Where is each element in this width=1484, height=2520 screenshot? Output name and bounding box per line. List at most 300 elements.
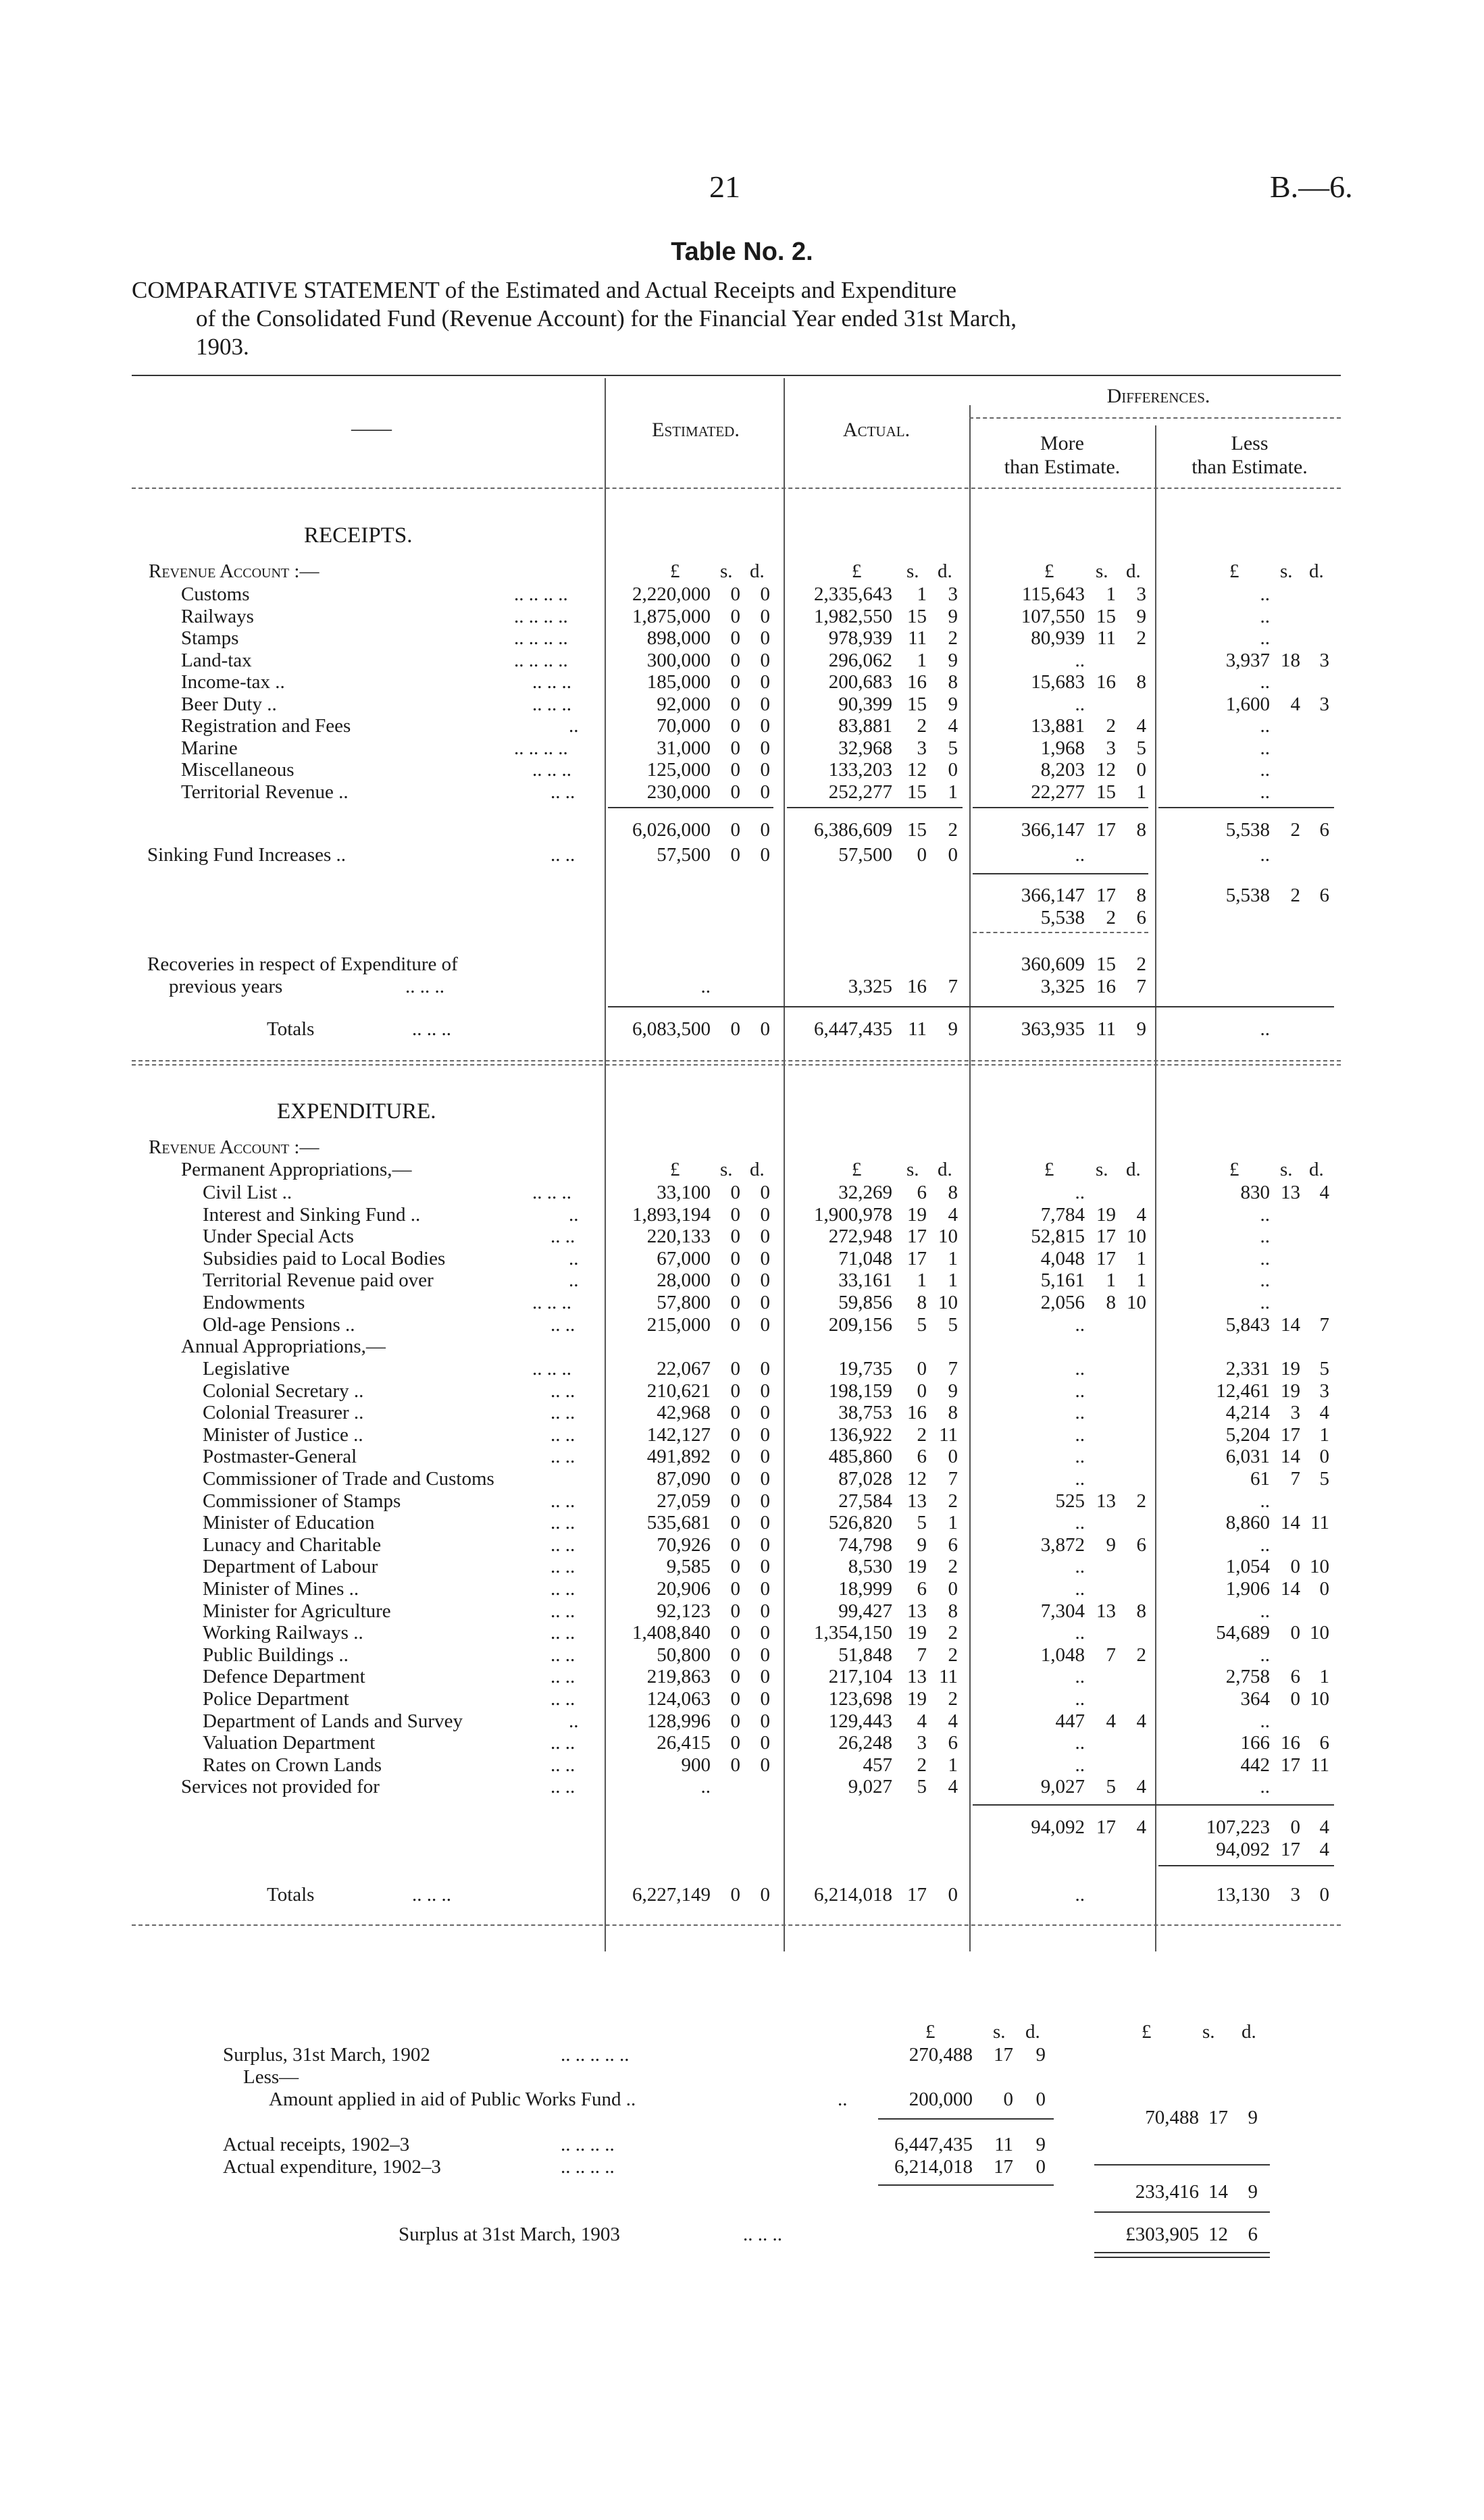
header-dash: —— [351,417,392,440]
exp-unit-d-more: d. [1126,1159,1141,1180]
exp-permanent-row-2-more-pounds: 52,815 [1031,1226,1085,1248]
summary-unit-s-2: s. [1202,2021,1215,2043]
receipt-row-5-less-pence: 3 [1319,693,1329,715]
receipt-row-2-more-shillings: 11 [1097,627,1116,649]
exp-annual-row-16-est-pounds: 128,996 [646,1710,711,1732]
receipt-row-9-label: Territorial Revenue .. [181,781,349,803]
exp-annual-row-16-act-pence: 4 [948,1710,958,1732]
exp-annual-row-10-less-shillings: 14 [1281,1578,1300,1600]
recoveries-more-2-more-pence: 7 [1136,976,1146,997]
exp-annual-row-12-est-shillings: 0 [730,1622,740,1644]
exp-permanent-row-0-act-pence: 8 [948,1182,958,1203]
statement-title-line-2: of the Consolidated Fund (Revenue Account) for the Financial Year ended 31st March, [196,305,1017,332]
receipt-row-2-label: Stamps [181,627,239,649]
exp-permanent-row-1-less-pounds: .. [1260,1203,1270,1226]
exp-annual-row-18-act-shillings: 2 [917,1754,927,1776]
exp-annual-row-7-est-pounds: 535,681 [646,1512,711,1534]
exp-annual-row-14-less-pence: 1 [1319,1666,1329,1688]
receipt-row-6-act-pounds: 83,881 [838,715,892,737]
exp-annual-row-1-less-shillings: 19 [1281,1380,1300,1402]
exp-totals-act-pounds: 6,214,018 [814,1884,892,1906]
exp-annual-row-8-act-shillings: 9 [917,1533,927,1556]
receipt-row-3-est-pounds: 300,000 [646,649,711,671]
recoveries-leader-dots: .. .. .. [405,976,444,997]
receipt-row-4-act-shillings: 16 [907,671,927,693]
exp-calc-less-2-less-pence: 4 [1319,1839,1329,1860]
exp-annual-row-0-label: Legislative [203,1358,290,1380]
exp-permanent-row-6-act-shillings: 5 [917,1313,927,1336]
exp-unit-pound-more: £ [1044,1159,1054,1180]
services-not-provided-est: .. [700,1776,711,1798]
exp-permanent-row-3-est-pounds: 67,000 [657,1247,711,1269]
exp-annual-row-16-est-shillings: 0 [730,1710,740,1732]
exp-annual-row-3-label: Minister of Justice .. [203,1423,363,1446]
surplus-1903-pence: 6 [1248,2224,1258,2245]
exp-permanent-row-4-more-shillings: 1 [1106,1269,1116,1292]
summary-rule-4 [1094,2211,1270,2213]
header-estimated: Estimated. [652,419,740,441]
exp-annual-row-6-more-pence: 2 [1136,1490,1146,1512]
surplus-1902-pounds: 270,488 [909,2044,973,2066]
exp-annual-row-8-leader-dots: .. .. [551,1533,575,1556]
exp-annual-row-8-est-pence: 0 [760,1533,770,1556]
exp-annual-row-18-act-pence: 1 [948,1754,958,1776]
exp-annual-row-8-act-pounds: 74,798 [838,1533,892,1556]
exp-permanent-row-2-est-pounds: 220,133 [646,1226,711,1248]
receipt-row-9-act-shillings: 15 [907,781,927,803]
exp-annual-row-14-act-pounds: 217,104 [828,1666,892,1688]
exp-annual-row-12-act-pounds: 1,354,150 [814,1622,892,1644]
receipt-row-5-less-pounds: 1,600 [1225,693,1270,715]
exp-permanent-row-1-act-pounds: 1,900,978 [814,1203,892,1226]
exp-annual-row-4-label: Postmaster-General [203,1446,357,1468]
exp-annual-row-15-act-pounds: 123,698 [828,1688,892,1710]
exp-totals-act-shillings: 17 [907,1884,927,1906]
receipt-row-5-est-pence: 0 [760,693,770,715]
exp-annual-row-18-more-pounds: .. [1075,1754,1085,1776]
receipts-totals-est-shillings: 0 [730,1018,740,1040]
receipt-subtotal-est-pence: 0 [760,819,770,841]
exp-annual-row-2-act-pence: 8 [948,1402,958,1424]
exp-annual-row-10-est-shillings: 0 [730,1578,740,1600]
sinking-fund-est-pence: 0 [760,844,770,866]
exp-annual-row-6-more-shillings: 13 [1096,1490,1116,1512]
exp-totals-more: .. [1075,1884,1085,1906]
exp-permanent-row-0-leader-dots: .. .. .. [532,1182,571,1203]
exp-annual-row-9-act-pence: 2 [948,1556,958,1578]
exp-permanent-row-2-more-shillings: 17 [1096,1226,1116,1248]
expenditure-calc-underline [1158,1865,1334,1866]
exp-annual-row-7-act-pounds: 526,820 [828,1512,892,1534]
exp-annual-row-11-less-pounds: .. [1260,1600,1270,1622]
exp-annual-row-8-est-pounds: 70,926 [657,1533,711,1556]
recoveries-est: .. [700,976,711,997]
exp-annual-row-11-act-pence: 8 [948,1600,958,1622]
exp-permanent-row-6-act-pounds: 209,156 [828,1313,892,1336]
header-more-than: than Estimate. [1004,456,1121,478]
receipt-row-7-est-pence: 0 [760,737,770,759]
exp-permanent-row-6-more-pounds: .. [1075,1313,1085,1336]
receipt-row-4-more-pence: 8 [1136,671,1146,693]
receipt-row-4-label: Income-tax .. [181,671,285,693]
exp-permanent-row-2-act-shillings: 17 [907,1226,927,1248]
unit-pound-more: £ [1044,560,1054,582]
exp-permanent-row-1-est-pence: 0 [760,1203,770,1226]
exp-annual-row-18-leader-dots: .. .. [551,1754,575,1776]
exp-permanent-row-5-est-pounds: 57,800 [657,1292,711,1313]
exp-annual-row-14-est-shillings: 0 [730,1666,740,1688]
exp-annual-row-5-act-pounds: 87,028 [838,1468,892,1490]
exp-permanent-row-6-est-pence: 0 [760,1313,770,1336]
receipt-row-3-est-shillings: 0 [730,649,740,671]
receipt-row-1-more-pence: 9 [1136,605,1146,627]
exp-permanent-row-4-more-pounds: 5,161 [1040,1269,1085,1292]
unit-s-act: s. [906,560,919,582]
exp-annual-row-17-act-pounds: 26,248 [838,1732,892,1754]
exp-annual-row-5-act-pence: 7 [948,1468,958,1490]
receipts-totals-more-pounds: 363,935 [1021,1018,1085,1040]
actual-expenditure-pounds: 6,214,018 [894,2156,973,2178]
exp-annual-row-13-act-pounds: 51,848 [838,1644,892,1666]
exp-permanent-row-5-act-pounds: 59,856 [838,1292,892,1313]
exp-annual-row-12-est-pounds: 1,408,840 [632,1622,711,1644]
exp-unit-pound-less: £ [1229,1159,1239,1180]
receipt-row-2-less-pounds: .. [1260,627,1270,649]
exp-annual-row-3-less-shillings: 17 [1281,1423,1300,1446]
exp-permanent-row-0-less-pence: 4 [1319,1182,1329,1203]
exp-annual-row-7-label: Minister of Education [203,1512,375,1534]
exp-unit-d-less: d. [1309,1159,1324,1180]
exp-permanent-row-5-est-pence: 0 [760,1292,770,1313]
receipts-totals-est-pounds: 6,083,500 [632,1018,711,1040]
exp-annual-row-7-leader-dots: .. .. [551,1512,575,1534]
receipt-row-1-more-shillings: 15 [1096,605,1116,627]
exp-annual-row-11-est-shillings: 0 [730,1600,740,1622]
exp-annual-row-1-est-pence: 0 [760,1380,770,1402]
exp-permanent-row-0-act-shillings: 6 [917,1182,927,1203]
exp-permanent-row-4-label: Territorial Revenue paid over [203,1269,434,1292]
exp-annual-row-7-est-pence: 0 [760,1512,770,1534]
exp-unit-pound-est: £ [670,1159,680,1180]
exp-annual-row-16-more-shillings: 4 [1106,1710,1116,1732]
summary-double-rule-1 [1094,2252,1270,2253]
exp-annual-row-4-est-shillings: 0 [730,1446,740,1468]
exp-permanent-row-4-act-pounds: 33,161 [838,1269,892,1292]
receipt-row-8-est-pence: 0 [760,759,770,781]
exp-permanent-row-5-more-pounds: 2,056 [1040,1292,1085,1313]
exp-annual-row-14-est-pence: 0 [760,1666,770,1688]
actual-receipts-shillings: 11 [994,2134,1013,2155]
exp-annual-row-11-more-pence: 8 [1136,1600,1146,1622]
sinking-fund-act-pence: 0 [948,844,958,866]
statement-title-line-1: COMPARATIVE STATEMENT of the Estimated and Actual Receipts and Expenditure [132,277,957,303]
sinking-fund-act-shillings: 0 [917,844,927,866]
exp-annual-row-2-est-shillings: 0 [730,1402,740,1424]
exp-annual-row-6-less-pounds: .. [1260,1490,1270,1512]
receipt-row-0-est-pence: 0 [760,583,770,605]
exp-permanent-row-3-label: Subsidies paid to Local Bodies [203,1247,446,1269]
exp-permanent-row-3-est-pence: 0 [760,1247,770,1269]
receipt-row-6-more-pounds: 13,881 [1031,715,1085,737]
sinking-fund-est-pounds: 57,500 [657,844,711,866]
annual-appropriations-label: Annual Appropriations,— [181,1336,386,1357]
exp-annual-row-18-est-pence: 0 [760,1754,770,1776]
exp-annual-row-5-est-pence: 0 [760,1468,770,1490]
receipt-calc1-more-pounds: 366,147 [1021,885,1085,906]
exp-annual-row-3-est-pounds: 142,127 [646,1423,711,1446]
exp-annual-row-12-less-shillings: 0 [1290,1622,1300,1644]
exp-permanent-row-0-act-pounds: 32,269 [838,1182,892,1203]
exp-annual-row-0-less-pounds: 2,331 [1225,1358,1270,1380]
exp-annual-row-1-est-pounds: 210,621 [646,1380,711,1402]
exp-annual-row-6-more-pounds: 525 [1055,1490,1085,1512]
receipt-row-1-act-pounds: 1,982,550 [814,605,892,627]
exp-annual-row-5-less-pounds: 61 [1250,1468,1270,1490]
receipt-row-9-more-pounds: 22,277 [1031,781,1085,803]
exp-permanent-row-1-est-pounds: 1,893,194 [632,1203,711,1226]
exp-annual-row-16-less-pounds: .. [1260,1710,1270,1732]
receipt-row-1-act-pence: 9 [948,605,958,627]
receipt-row-4-act-pounds: 200,683 [828,671,892,693]
exp-permanent-row-2-more-pence: 10 [1127,1226,1146,1248]
header-less-than: than Estimate. [1192,456,1308,478]
exp-annual-row-9-more-pounds: .. [1075,1556,1085,1578]
exp-annual-row-17-less-shillings: 16 [1281,1732,1300,1754]
exp-annual-row-8-act-pence: 6 [948,1533,958,1556]
exp-annual-row-13-act-pence: 2 [948,1644,958,1666]
exp-calc-less-1-less-pence: 4 [1319,1816,1329,1838]
receipt-row-6-leader-dots: .. [569,715,579,737]
exp-annual-row-4-est-pence: 0 [760,1446,770,1468]
exp-annual-row-16-leader-dots: .. [569,1710,579,1732]
receipts-totals-act-pence: 9 [948,1018,958,1040]
recoveries-label-2: previous years [169,976,283,997]
receipt-row-6-est-shillings: 0 [730,715,740,737]
summary-unit-d-1: d. [1025,2021,1040,2043]
receipt-row-3-label: Land-tax [181,649,252,671]
exp-annual-row-16-act-shillings: 4 [917,1710,927,1732]
exp-permanent-row-3-act-shillings: 17 [907,1247,927,1269]
exp-permanent-row-6-est-shillings: 0 [730,1313,740,1336]
exp-annual-row-13-est-pence: 0 [760,1644,770,1666]
receipt-row-8-act-shillings: 12 [907,759,927,781]
receipt-row-8-act-pence: 0 [948,759,958,781]
exp-annual-row-2-less-pounds: 4,214 [1225,1402,1270,1424]
exp-annual-row-4-act-shillings: 6 [917,1446,927,1468]
unit-d-less: d. [1309,560,1324,582]
exp-permanent-row-4-est-pence: 0 [760,1269,770,1292]
exp-annual-row-4-less-shillings: 14 [1281,1446,1300,1468]
exp-permanent-row-5-less-pounds: .. [1260,1292,1270,1313]
receipt-row-8-more-shillings: 12 [1096,759,1116,781]
exp-annual-row-5-est-shillings: 0 [730,1468,740,1490]
exp-permanent-row-2-label: Under Special Acts [203,1226,354,1248]
exp-annual-row-13-act-shillings: 7 [917,1644,927,1666]
exp-permanent-row-5-act-shillings: 8 [917,1292,927,1313]
exp-permanent-row-1-leader-dots: .. [569,1203,579,1226]
receipt-row-6-act-shillings: 2 [917,715,927,737]
receipt-row-3-less-shillings: 18 [1281,649,1300,671]
receipt-row-5-more-pounds: .. [1075,693,1085,715]
receipt-row-1-act-shillings: 15 [907,605,927,627]
exp-permanent-row-6-leader-dots: .. .. [551,1313,575,1336]
exp-annual-row-9-est-pence: 0 [760,1556,770,1578]
receipt-row-2-est-pence: 0 [760,627,770,649]
exp-annual-row-15-less-pence: 10 [1310,1688,1329,1710]
surplus-1903-shillings: 12 [1208,2224,1228,2245]
less-label: Less— [243,2066,299,2088]
exp-annual-row-14-less-shillings: 6 [1290,1666,1300,1688]
receipt-row-0-label: Customs [181,583,250,605]
exp-annual-row-6-est-pounds: 27,059 [657,1490,711,1512]
exp-annual-row-18-est-pounds: 900 [681,1754,711,1776]
summary-rule-3 [1094,2164,1270,2165]
receipt-row-6-act-pence: 4 [948,715,958,737]
exp-annual-row-8-less-pounds: .. [1260,1533,1270,1556]
exp-annual-row-7-act-pence: 1 [948,1512,958,1534]
exp-annual-row-4-less-pence: 0 [1319,1446,1329,1468]
exp-annual-row-17-act-pence: 6 [948,1732,958,1754]
receipt-row-9-more-shillings: 15 [1096,781,1116,803]
receipt-row-2-act-pounds: 978,939 [828,627,892,649]
receipt-row-6-est-pounds: 70,000 [657,715,711,737]
exp-annual-row-0-act-pence: 7 [948,1358,958,1380]
exp-permanent-row-1-more-pence: 4 [1136,1203,1146,1226]
exp-permanent-row-1-act-pence: 4 [948,1203,958,1226]
exp-annual-row-12-more-pounds: .. [1075,1622,1085,1644]
surplus-1903-dots: .. .. .. [743,2224,782,2245]
receipt-row-2-est-pounds: 898,000 [646,627,711,649]
exp-annual-row-13-est-shillings: 0 [730,1644,740,1666]
summary-difference-2-pounds: 233,416 [1135,2181,1199,2203]
recoveries-act-pence: 7 [948,976,958,997]
exp-annual-row-18-less-shillings: 17 [1281,1754,1300,1776]
exp-permanent-row-4-act-pence: 1 [948,1269,958,1292]
exp-annual-row-2-label: Colonial Treasurer .. [203,1402,364,1424]
exp-annual-row-1-act-pence: 9 [948,1380,958,1402]
recoveries-more-1-more-pence: 2 [1136,953,1146,975]
receipt-row-8-est-pounds: 125,000 [646,759,711,781]
receipt-subtotal-more-pounds: 366,147 [1021,819,1085,841]
receipt-row-7-act-shillings: 3 [917,737,927,759]
services-not-provided-act-pence: 4 [948,1776,958,1798]
exp-annual-row-17-less-pence: 6 [1319,1732,1329,1754]
exp-annual-row-6-act-pence: 2 [948,1490,958,1512]
exp-annual-row-2-act-pounds: 38,753 [838,1402,892,1424]
exp-annual-row-0-less-shillings: 19 [1281,1358,1300,1380]
exp-annual-row-18-label: Rates on Crown Lands [203,1754,382,1776]
summary-unit-s-1: s. [993,2021,1006,2043]
exp-annual-row-9-est-pounds: 9,585 [666,1556,711,1578]
exp-annual-row-16-act-pounds: 129,443 [828,1710,892,1732]
exp-annual-row-0-leader-dots: .. .. .. [532,1358,571,1380]
receipt-subtotal-less-pence: 6 [1319,819,1329,841]
receipt-row-3-less-pounds: 3,937 [1225,649,1270,671]
receipts-bottom-rule [132,1060,1341,1061]
exp-annual-row-12-act-shillings: 19 [907,1622,927,1644]
exp-annual-row-2-less-shillings: 3 [1290,1402,1300,1424]
exp-permanent-row-1-est-shillings: 0 [730,1203,740,1226]
receipt-row-0-act-pence: 3 [948,583,958,605]
exp-annual-row-4-est-pounds: 491,892 [646,1446,711,1468]
sinking-fund-leader-dots: .. .. [551,844,575,866]
exp-annual-row-13-less-pounds: .. [1260,1644,1270,1666]
receipt-subtotal-act-pence: 2 [948,819,958,841]
receipt-row-1-est-shillings: 0 [730,605,740,627]
summary-difference-2-pence: 9 [1248,2181,1258,2203]
services-not-provided-more-pounds: 9,027 [1040,1776,1085,1798]
receipt-row-4-more-pounds: 15,683 [1031,671,1085,693]
exp-permanent-row-3-more-pence: 1 [1136,1247,1146,1269]
exp-annual-row-16-more-pence: 4 [1136,1710,1146,1732]
receipt-row-9-est-pence: 0 [760,781,770,803]
receipt-row-5-act-shillings: 15 [907,693,927,715]
exp-annual-row-15-label: Police Department [203,1688,349,1710]
exp-unit-d-est: d. [750,1159,765,1180]
exp-annual-row-5-act-shillings: 12 [907,1468,927,1490]
exp-annual-row-7-less-shillings: 14 [1281,1512,1300,1534]
unit-pound-act: £ [852,560,862,582]
receipts-calc-rule [973,873,1148,874]
exp-annual-row-6-est-pence: 0 [760,1490,770,1512]
exp-permanent-row-5-est-shillings: 0 [730,1292,740,1313]
receipts-account-label: Revenue Account :— [149,560,319,582]
receipt-row-0-leader-dots: .. .. .. .. [514,583,568,605]
sinking-fund-label: Sinking Fund Increases .. [147,844,346,866]
exp-permanent-row-1-act-shillings: 19 [907,1203,927,1226]
recoveries-act-pounds: 3,325 [848,976,892,997]
exp-permanent-row-0-est-pence: 0 [760,1182,770,1203]
receipt-row-8-act-pounds: 133,203 [828,759,892,781]
exp-annual-row-3-est-shillings: 0 [730,1423,740,1446]
exp-annual-row-15-est-pence: 0 [760,1688,770,1710]
receipt-row-5-act-pence: 9 [948,693,958,715]
exp-unit-s-more: s. [1096,1159,1108,1180]
receipt-row-1-less-pounds: .. [1260,605,1270,627]
exp-annual-row-3-est-pence: 0 [760,1423,770,1446]
exp-totals-est-pence: 0 [760,1884,770,1906]
exp-annual-row-3-act-pence: 11 [939,1423,958,1446]
exp-annual-row-0-act-shillings: 0 [917,1358,927,1380]
receipt-row-1-label: Railways [181,605,254,627]
exp-permanent-row-6-act-pence: 5 [948,1313,958,1336]
exp-annual-row-0-est-pence: 0 [760,1358,770,1380]
exp-annual-row-14-label: Defence Department [203,1666,365,1688]
exp-annual-row-17-est-shillings: 0 [730,1732,740,1754]
receipt-row-0-act-shillings: 1 [917,583,927,605]
exp-annual-row-7-est-shillings: 0 [730,1512,740,1534]
exp-annual-row-15-less-pounds: 364 [1240,1688,1270,1710]
unit-s-est: s. [720,560,733,582]
receipts-subtotal-rule-est [608,807,773,808]
receipt-row-7-more-pounds: 1,968 [1040,737,1085,759]
receipt-subtotal-est-pounds: 6,026,000 [632,819,711,841]
receipts-calc-underline [973,932,1148,933]
exp-annual-row-17-est-pence: 0 [760,1732,770,1754]
unit-d-more: d. [1126,560,1141,582]
exp-permanent-row-3-more-pounds: 4,048 [1040,1247,1085,1269]
exp-permanent-row-6-less-shillings: 14 [1281,1313,1300,1336]
exp-annual-row-2-more-pounds: .. [1075,1402,1085,1424]
receipt-calc1-more-shillings: 17 [1096,885,1116,906]
exp-annual-row-1-label: Colonial Secretary .. [203,1380,364,1402]
exp-annual-row-3-less-pounds: 5,204 [1225,1423,1270,1446]
receipt-subtotal-act-shillings: 15 [907,819,927,841]
receipt-row-9-act-pence: 1 [948,781,958,803]
receipt-row-2-act-shillings: 11 [908,627,927,649]
receipt-row-7-act-pounds: 32,968 [838,737,892,759]
header-more: More [1040,432,1084,454]
